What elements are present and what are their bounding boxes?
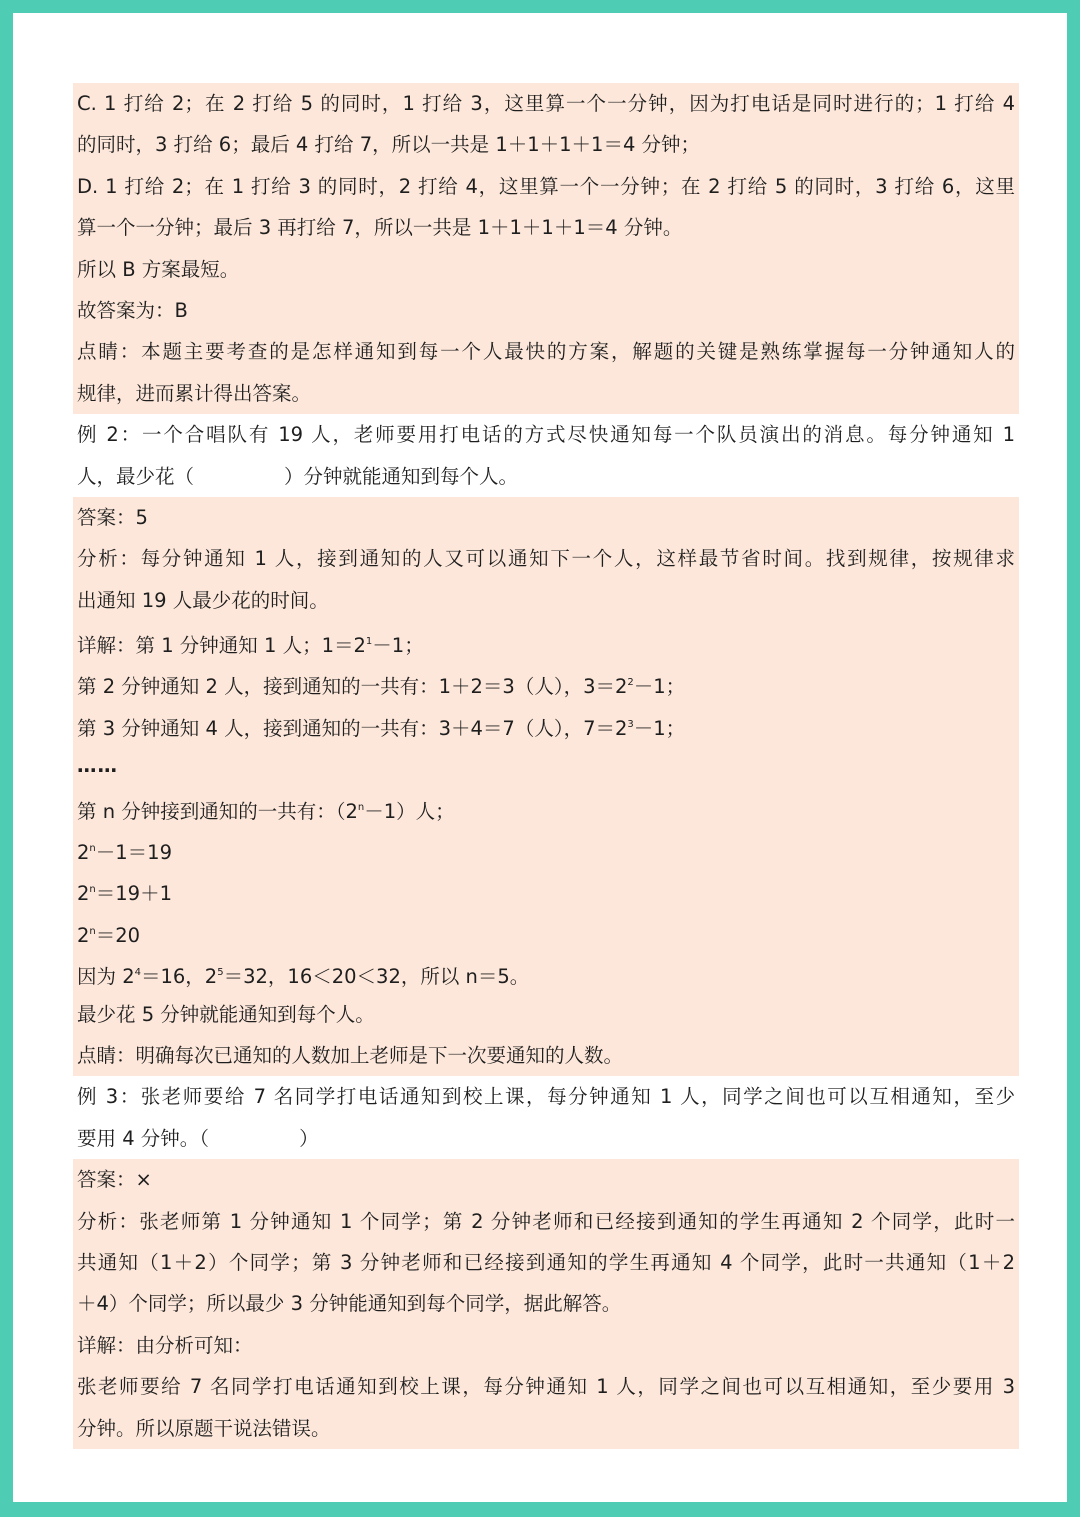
exponent: n (89, 884, 96, 896)
example3-analysis-line-2: 共通知（1＋2）个同学；第 3 分钟老师和已经接到通知的学生再通知 4 个同学，此时一共通知（1＋2 (77, 1250, 1015, 1274)
equation-3 (77, 911, 1015, 952)
exponent: 1 (365, 636, 373, 648)
because-text: ＝16，2 (140, 965, 218, 989)
exponent: 2 (627, 677, 634, 689)
example3-question-line-1: 例 3：张老师要给 7 名同学打电话通知到校上课，每分钟通知 1 人，同学之间也可以互相通知，至少 (77, 1085, 1015, 1109)
worksheet-content (73, 83, 1019, 1449)
example3-question-line-2 (77, 1118, 1015, 1159)
example2-analysis-line-1: 分析：每分钟通知 1 人，接到通知的人又可以通知下一个人，这样最节省时间。找到规律，按规律求 (77, 547, 1015, 571)
example2-tip: 点睛：明确每次已通知的人数加上老师是下一次要通知的人数。 (77, 1043, 624, 1067)
detail-text: －1； (633, 675, 686, 699)
detail-text: 第 3 分钟通知 4 人，接到通知的一共有：3＋4＝7（人），7＝2 (77, 716, 628, 740)
example2-solution-block (73, 497, 1019, 1076)
example2-detail-minute-3 (77, 704, 1015, 745)
equation-2 (77, 869, 1015, 910)
example2-question-text-a: 人，最少花（ (77, 464, 195, 488)
option-c-line-2: 的同时，3 打给 6；最后 4 打给 7，所以一共是 1＋1＋1＋1＝4 分钟； (77, 133, 701, 157)
example2-detail-minute-n (77, 787, 1015, 828)
example2-detail-minute-2 (77, 662, 1015, 703)
example2-question-line-2 (77, 456, 1015, 497)
example3-question-text-b: ） (299, 1126, 319, 1150)
example2-question-block (73, 414, 1019, 497)
example3-question-block (73, 1076, 1019, 1159)
exponent: 4 (134, 967, 141, 979)
ellipsis: …… (77, 754, 118, 778)
detail-text: 详解：第 1 分钟通知 1 人；1＝2 (77, 634, 366, 658)
detail-text: －1）人； (364, 799, 455, 823)
detail-text: 第 2 分钟通知 2 人，接到通知的一共有：1＋2＝3（人），3＝2 (77, 675, 628, 699)
example3-question-text-a: 要用 4 分钟。（ (77, 1126, 210, 1150)
equation-rest: ＝20 (95, 923, 141, 947)
worksheet-page (13, 13, 1067, 1502)
example2-analysis-line-2: 出通知 19 人最少花的时间。 (77, 588, 329, 612)
example1-solution-block (73, 83, 1019, 414)
because-line (77, 952, 1015, 993)
example3-answer: 答案：× (77, 1168, 152, 1192)
example3-solution-block (73, 1159, 1019, 1449)
example1-conclusion: 所以 B 方案最短。 (77, 257, 240, 281)
detail-text: 第 n 分钟接到通知的一共有：（2 (77, 799, 358, 823)
example2-detail-minute-1 (77, 621, 1015, 662)
example3-analysis-line-3: ＋4）个同学；所以最少 3 分钟能通知到每个同学，据此解答。 (77, 1292, 622, 1316)
example1-tip-line-2: 规律，进而累计得出答案。 (77, 381, 312, 405)
equation-base: 2 (77, 841, 90, 865)
example2-question-line-1: 例 2：一个合唱队有 19 人，老师要用打电话的方式尽快通知每一个队员演出的消息。每分钟通知 1 (77, 423, 1015, 447)
detail-text: －1； (633, 716, 686, 740)
exponent: n (89, 843, 96, 855)
equation-rest: －1＝19 (95, 841, 172, 865)
example3-analysis-line-1: 分析：张老师第 1 分钟通知 1 个同学；第 2 分钟老师和已经接到通知的学生再通知 2 个同学，此时一 (77, 1209, 1015, 1233)
equation-base: 2 (77, 923, 90, 947)
equation-base: 2 (77, 882, 90, 906)
detail-text: －1； (372, 634, 424, 658)
example3-detail-head: 详解：由分析可知： (77, 1333, 253, 1357)
example2-answer: 答案：5 (77, 505, 148, 529)
example2-question-text-b: ）分钟就能通知到每个人。 (284, 464, 519, 488)
example3-detail-line-1: 张老师要给 7 名同学打电话通知到校上课，每分钟通知 1 人，同学之间也可以互相通知，至少要用 3 (77, 1375, 1015, 1399)
because-text: ＝32，16＜20＜32，所以 n＝5。 (223, 965, 530, 989)
option-c-line-1: C. 1 打给 2；在 2 打给 5 的同时，1 打给 3，这里算一个一分钟，因为打电话是同时进行的；1 打给 4 (77, 92, 1015, 115)
option-d-line-1: D. 1 打给 2；在 1 打给 3 的同时，2 打给 4，这里算一个一分钟；在 2 打给 5 的同时，3 打给 6，这里 (77, 174, 1015, 198)
equation-1 (77, 828, 1015, 869)
exponent: n (357, 801, 365, 813)
example2-result: 最少花 5 分钟就能通知到每个人。 (77, 1002, 375, 1026)
option-d-line-2: 算一个一分钟；最后 3 再打给 7，所以一共是 1＋1＋1＋1＝4 分钟。 (77, 216, 683, 240)
exponent: n (89, 925, 96, 937)
equation-rest: ＝19＋1 (95, 882, 172, 906)
exponent: 3 (627, 718, 634, 730)
example1-tip-line-1: 点睛：本题主要考查的是怎样通知到每一个人最快的方案，解题的关键是熟练掌握每一分钟通知人的 (77, 340, 1015, 364)
because-text: 因为 2 (77, 965, 135, 989)
exponent: 5 (217, 967, 224, 979)
example1-answer: 故答案为：B (77, 298, 188, 322)
example3-detail-line-2: 分钟。所以原题干说法错误。 (77, 1416, 331, 1440)
